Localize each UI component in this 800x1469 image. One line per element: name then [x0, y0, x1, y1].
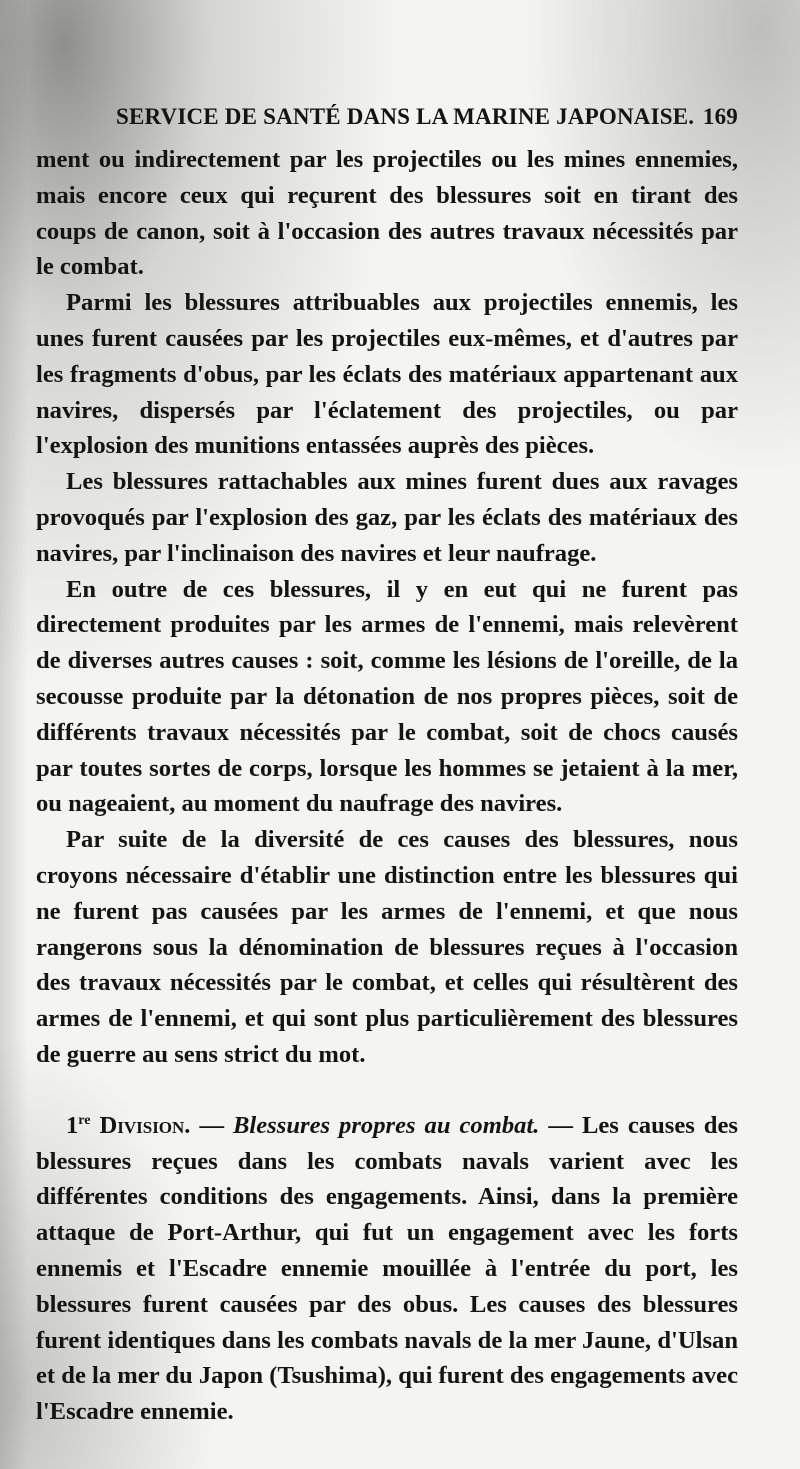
division-text: Les causes des blessures reçues dans les combats navals varient avec les différentes conditions des engagements. Ainsi, dans la première attaque de Port-Arthur, qui fut un engagement avec les forts ennemis et l'Escadre ennemie mouillée à l'entrée du port, les blessures furent causées par des obus. Les causes des blessures furent identiques dans les combats navals de la mer Jaune, d'Ulsan et de la mer du Japon (Tsushima), qui furent des engagements avec l'Escadre ennemie.	[36, 1111, 738, 1426]
paragraph-2: Parmi les blessures attribuables aux projectiles ennemis, les unes furent causées par les projectiles eux-mêmes, et d'autres par les fragments d'obus, par les éclats des matériaux appartenant aux navires, dispersés par l'éclatement des projectiles, ou par l'explosion des munitions entassées auprès des pièces.	[36, 289, 738, 460]
division-label: Division.	[99, 1111, 191, 1139]
running-head	[116, 104, 738, 138]
paragraph-4: En outre de ces blessures, il y en eut qui ne furent pas directement produites par les armes de l'ennemi, mais relevèrent de diverses autres causes : soit, comme les lésions de l'oreille, de la secousse produite par la détonation de nos propres pièces, soit de différents travaux nécessités par le combat, soit de chocs causés par toutes sortes de corps, lorsque les hommes se jetaient à la mer, ou nageaient, au moment du naufrage des navires.	[36, 575, 738, 818]
division-ordinal: re	[78, 1112, 91, 1128]
paragraph-3: Les blessures rattachables aux mines furent dues aux ravages provoqués par l'explosion des gaz, par les éclats des matériaux des navires, par l'inclinaison des navires et leur naufrage.	[36, 468, 738, 567]
paragraph-5: Par suite de la diversité de ces causes des blessures, nous croyons nécessaire d'établir une distinction entre les blessures qui ne furent pas causées par les armes de l'ennemi, et que nous rangerons sous la dénomination de blessures reçues à l'occasion des travaux nécessités par le combat, et celles qui résultèrent des armes de l'ennemi, et qui sont plus particulièrement des blessures de guerre au sens strict du mot.	[36, 826, 738, 1068]
section-gap	[36, 1073, 738, 1108]
page-number: 169	[702, 104, 738, 129]
division-number: 1	[66, 1111, 79, 1139]
running-head-title: SERVICE DE SANTÉ DANS LA MARINE JAPONAISE.	[116, 104, 695, 129]
division-paragraph	[36, 1108, 738, 1430]
division-dash-2: —	[548, 1111, 573, 1139]
paragraph-1: ment ou indirectement par les projectiles ou les mines ennemies, mais encore ceux qui reçurent des blessures soit en tirant des coups de canon, soit à l'occasion des autres travaux nécessités par le combat.	[36, 146, 738, 281]
division-dash-1: —	[199, 1111, 225, 1139]
division-heading: Blessures propres au combat.	[233, 1111, 540, 1139]
body-text	[36, 142, 738, 1430]
